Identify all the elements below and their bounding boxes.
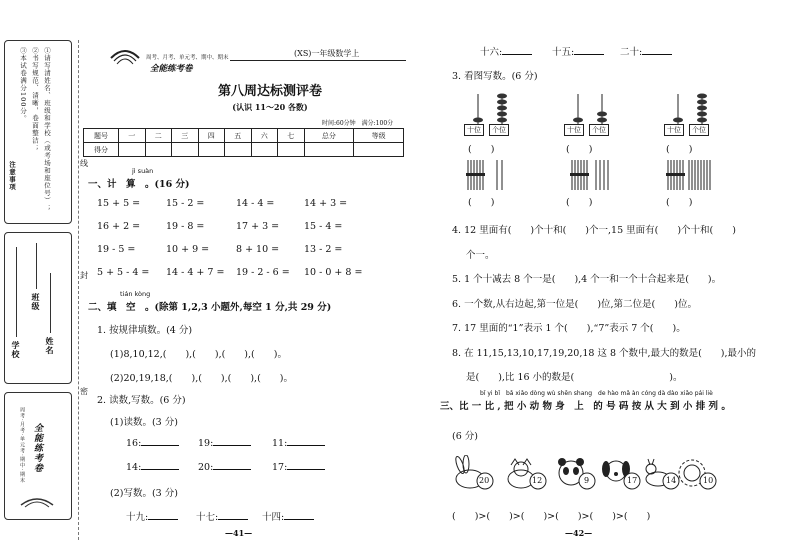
answer-paren[interactable]: ( ) — [566, 144, 593, 155]
score-cell[interactable] — [172, 143, 199, 157]
score-header-cell: 六 — [251, 129, 278, 143]
calc-item: 16 + 2 = — [97, 221, 141, 232]
time-score: 时间:60分钟 满分:100分 — [322, 120, 394, 127]
student-info-box — [4, 232, 72, 384]
lion-icon — [676, 455, 720, 491]
section1-title: 一、计 算 。(16 分) — [88, 179, 190, 190]
score-header-cell: 三 — [172, 129, 199, 143]
section2-pinyin: tián kòng — [120, 290, 151, 298]
q3-title: 3. 看图写数。(6 分) — [452, 71, 538, 82]
score-table — [83, 128, 404, 157]
answer-paren[interactable]: ( ) — [566, 197, 593, 208]
score-cell[interactable] — [251, 143, 278, 157]
score-cell[interactable] — [278, 143, 305, 157]
read-item: 16: — [126, 438, 179, 449]
instructions-box — [4, 40, 72, 224]
calc-item: 10 + 9 = — [166, 244, 210, 255]
field-name: 姓名 — [45, 337, 55, 355]
score-header-cell: 一 — [119, 129, 146, 143]
calc-item: 19 - 2 - 6 = — [236, 267, 290, 278]
section1-pinyin: jì suàn — [132, 167, 154, 175]
brand-name-vertical: 全能练考卷 — [32, 423, 42, 473]
abacus-label-tens: 十位 — [464, 124, 484, 136]
q2-title: 2. 读数,写数。(6 分) — [97, 395, 186, 406]
answer-paren[interactable]: ( ) — [468, 144, 495, 155]
cut-mark-seal: 封 — [80, 271, 88, 280]
calc-item: 15 - 4 = — [304, 221, 343, 232]
abacus-label-ones: 个位 — [689, 124, 709, 136]
score-cell[interactable] — [304, 143, 354, 157]
brand-small-vertical: 周考·月考·单元考·期中·期末 — [19, 407, 25, 484]
section3-pinyin: bǐ yi bǐ bǎ xiǎo dòng wù shēn shang de hào mǎ àn cóng dà dào xiǎo pái liè — [480, 390, 713, 397]
abacus-label-tens: 十位 — [664, 124, 684, 136]
notes-label: 注意事项 — [8, 161, 16, 191]
animal-number: 10 — [703, 476, 714, 485]
cat-icon — [505, 455, 549, 491]
q1-sequence-a: (1)8,10,12,( ),( ),( ),( )。 — [110, 349, 287, 360]
calc-item: 10 - 0 + 8 = — [304, 267, 363, 278]
answer-paren[interactable]: ( ) — [666, 144, 693, 155]
q1-title: 1. 按规律填数。(4 分) — [97, 325, 193, 336]
section2-title: 二、填 空 。(除第 1,2,3 小题外,每空 1 分,共 29 分) — [88, 302, 332, 313]
calc-item: 17 + 3 = — [236, 221, 280, 232]
answer-paren[interactable]: ( ) — [666, 197, 693, 208]
q6: 6. 一个数,从右边起,第一位是( )位,第二位是( )位。 — [452, 299, 697, 310]
page-number-left: —41— — [225, 528, 253, 538]
calc-item: 14 + 3 = — [304, 198, 348, 209]
score-header-cell: 二 — [145, 129, 172, 143]
section3-score: (6 分) — [452, 431, 478, 442]
q8-line1: 8. 在 11,15,13,10,17,19,20,18 这 8 个数中,最大的数是( ),最小的 — [452, 348, 757, 359]
dog-icon — [600, 455, 644, 491]
score-header-cell: 七 — [278, 129, 305, 143]
header-brand: 全能练考卷 — [150, 64, 193, 74]
q2-write-title: (2)写数。(3 分) — [110, 488, 178, 499]
score-cell[interactable] — [119, 143, 146, 157]
calc-item: 19 - 5 = — [97, 244, 136, 255]
score-cell[interactable] — [225, 143, 252, 157]
read-item: 19: — [198, 438, 251, 449]
q8-line2: 是( ),比 16 小的数是( )。 — [466, 372, 683, 383]
calc-item: 15 - 2 = — [166, 198, 205, 209]
instruction-1: ①请写清姓名、班级和学校（或考场和座位号）； — [43, 47, 51, 212]
q4-line2: 个一。 — [466, 250, 495, 261]
score-cell[interactable] — [145, 143, 172, 157]
cut-mark-secret: 密 — [80, 387, 88, 396]
book-logo-icon — [17, 485, 57, 513]
q7: 7. 17 里面的“1”表示 1 个( ),“7”表示 7 个( )。 — [452, 323, 686, 334]
answer-paren[interactable]: ( ) — [468, 197, 495, 208]
animal-number: 14 — [666, 476, 677, 485]
q5: 5. 1 个十减去 8 个一是( ),4 个一和一个十合起来是( )。 — [452, 274, 722, 285]
calc-item: 8 + 10 = — [236, 244, 280, 255]
instruction-3: ③本试卷满分100分。 — [19, 47, 27, 123]
write-item: 十六: — [480, 44, 532, 58]
section3-title: 三、比 一 比 , 把 小 动 物 身 上 的 号 码 按 从 大 到 小 排 列 。 — [440, 401, 731, 412]
score-header-cell: 总分 — [304, 129, 354, 143]
calc-item: 13 - 2 = — [304, 244, 343, 255]
page-subtitle: (认识 11～20 各数) — [232, 102, 308, 112]
animal-number: 9 — [584, 476, 590, 485]
calc-item: 14 - 4 + 7 = — [166, 267, 225, 278]
score-row-label: 得分 — [84, 143, 119, 157]
cut-line — [78, 40, 79, 540]
animal-number: 12 — [532, 476, 543, 485]
page-title: 第八周达标测评卷 — [217, 84, 322, 99]
q4-line1: 4. 12 里面有( )个十和( )个一,15 里面有( )个十和( ) — [452, 225, 736, 236]
header-series: 周考、月考、单元考、期中、期末 — [146, 55, 229, 61]
score-header-cell: 题号 — [84, 129, 119, 143]
calc-item: 5 + 5 - 4 = — [97, 267, 150, 278]
read-item: 11: — [272, 438, 325, 449]
abacus-label-tens: 十位 — [564, 124, 584, 136]
page-number-right: —42— — [565, 528, 593, 538]
cut-mark-line: 线 — [80, 159, 88, 168]
animal-number: 17 — [627, 476, 638, 485]
write-item: 十九: — [126, 509, 178, 523]
score-header-cell: 四 — [198, 129, 225, 143]
q2-read-title: (1)读数。(3 分) — [110, 417, 178, 428]
read-item: 20: — [198, 462, 251, 473]
calc-item: 19 - 8 = — [166, 221, 205, 232]
brand-box — [4, 392, 72, 520]
header-grade: (XS)一年级数学上 — [294, 49, 360, 58]
write-item: 十五: — [552, 44, 604, 58]
panda-icon — [555, 455, 599, 491]
sidebar — [4, 40, 78, 540]
read-item: 14: — [126, 462, 179, 473]
write-item: 二十: — [620, 44, 672, 58]
score-cell[interactable] — [198, 143, 225, 157]
abacus-label-ones: 个位 — [489, 124, 509, 136]
calc-item: 15 + 5 = — [97, 198, 141, 209]
field-class: 班级 — [31, 293, 41, 311]
abacus-label-ones: 个位 — [589, 124, 609, 136]
rabbit-icon — [452, 455, 496, 491]
q1-sequence-b: (2)20,19,18,( ),( ),( ),( )。 — [110, 373, 293, 384]
header-logo-icon — [108, 40, 142, 68]
score-header-cell: 等级 — [354, 129, 404, 143]
score-cell[interactable] — [354, 143, 404, 157]
score-table-score-row — [84, 143, 404, 157]
score-header-cell: 五 — [225, 129, 252, 143]
stick-bundles-icon — [462, 158, 512, 192]
stick-bundles-icon — [566, 158, 616, 192]
instruction-2: ②书写规范、清晰，卷面整洁； — [31, 47, 39, 152]
score-table-header-row — [84, 129, 404, 143]
read-item: 17: — [272, 462, 325, 473]
animal-number: 20 — [479, 476, 490, 485]
write-item: 十七: — [196, 509, 248, 523]
field-school: 学校 — [11, 341, 21, 359]
order-answer-line[interactable]: ( )>( )>( )>( )>( )>( ) — [452, 511, 651, 522]
calc-item: 14 - 4 = — [236, 198, 275, 209]
write-item: 十四: — [262, 509, 314, 523]
stick-bundles-icon — [662, 158, 718, 192]
